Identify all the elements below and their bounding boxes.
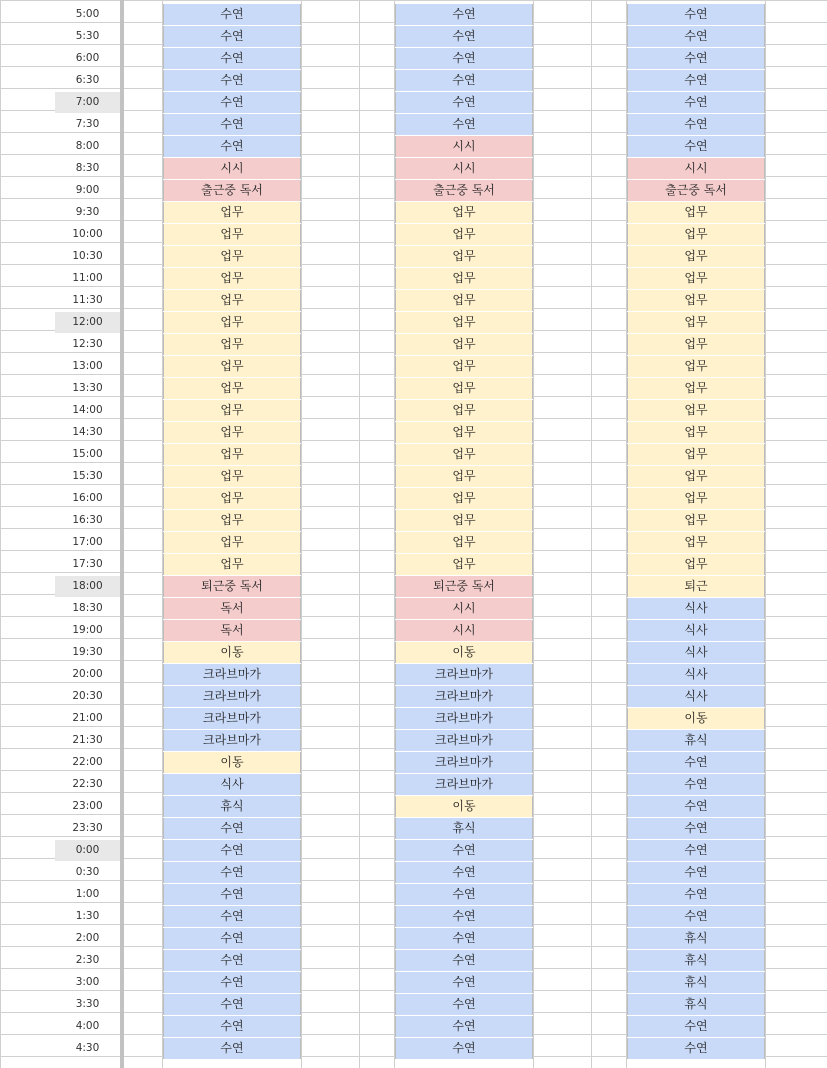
activity-cell[interactable]: 크라브마가 (395, 774, 533, 795)
activity-cell[interactable]: 수연 (395, 972, 533, 993)
activity-cell[interactable]: 업무 (627, 378, 765, 399)
activity-cell[interactable]: 수연 (163, 906, 301, 927)
activity-cell[interactable]: 수연 (395, 4, 533, 25)
activity-cell[interactable]: 이동 (163, 642, 301, 663)
activity-cell[interactable]: 업무 (395, 532, 533, 553)
time-cell[interactable]: 12:30 (72, 338, 103, 350)
time-cell[interactable]: 21:30 (72, 734, 103, 746)
activity-cell[interactable]: 수연 (627, 48, 765, 69)
activity-cell[interactable]: 수연 (163, 928, 301, 949)
activity-cell[interactable]: 크라브마가 (163, 664, 301, 685)
activity-cell[interactable]: 수연 (627, 862, 765, 883)
time-cell[interactable]: 9:00 (75, 184, 100, 196)
time-cell[interactable]: 4:00 (75, 1020, 100, 1032)
time-cell[interactable]: 22:30 (72, 778, 103, 790)
activity-cell[interactable]: 크라브마가 (163, 686, 301, 707)
activity-cell[interactable]: 출근중 독서 (163, 180, 301, 201)
activity-cell[interactable]: 수연 (395, 92, 533, 113)
activity-cell[interactable]: 수연 (627, 818, 765, 839)
activity-cell[interactable]: 업무 (163, 488, 301, 509)
activity-cell[interactable]: 수연 (163, 884, 301, 905)
activity-cell[interactable]: 수연 (627, 136, 765, 157)
activity-cell[interactable]: 식사 (627, 642, 765, 663)
time-cell[interactable]: 1:00 (75, 888, 100, 900)
activity-cell[interactable]: 수연 (163, 48, 301, 69)
activity-cell[interactable]: 업무 (627, 312, 765, 333)
activity-cell[interactable]: 업무 (163, 510, 301, 531)
activity-cell[interactable]: 수연 (395, 1038, 533, 1059)
activity-cell[interactable]: 이동 (395, 796, 533, 817)
time-cell[interactable]: 19:30 (72, 646, 103, 658)
activity-cell[interactable]: 업무 (395, 554, 533, 575)
activity-cell[interactable]: 업무 (395, 202, 533, 223)
activity-cell[interactable]: 업무 (163, 334, 301, 355)
activity-cell[interactable]: 업무 (627, 466, 765, 487)
activity-cell[interactable]: 휴식 (627, 972, 765, 993)
activity-cell[interactable]: 수연 (395, 928, 533, 949)
time-cell[interactable]: 6:30 (75, 74, 100, 86)
activity-cell[interactable]: 업무 (163, 554, 301, 575)
activity-cell[interactable]: 크라브마가 (395, 686, 533, 707)
activity-cell[interactable]: 업무 (627, 554, 765, 575)
time-cell[interactable]: 4:30 (75, 1042, 100, 1054)
activity-cell[interactable]: 식사 (627, 620, 765, 641)
activity-cell[interactable]: 시시 (395, 158, 533, 179)
time-cell[interactable]: 20:30 (72, 690, 103, 702)
activity-cell[interactable]: 수연 (163, 818, 301, 839)
time-cell[interactable]: 17:30 (72, 558, 103, 570)
time-cell[interactable]: 13:30 (72, 382, 103, 394)
activity-cell[interactable]: 수연 (163, 1016, 301, 1037)
activity-cell[interactable]: 업무 (395, 510, 533, 531)
activity-cell[interactable]: 업무 (395, 422, 533, 443)
activity-cell[interactable]: 업무 (163, 532, 301, 553)
activity-cell[interactable]: 업무 (627, 224, 765, 245)
activity-cell[interactable]: 수연 (395, 70, 533, 91)
time-cell[interactable]: 22:00 (72, 756, 103, 768)
activity-cell[interactable]: 수연 (395, 950, 533, 971)
time-cell[interactable]: 2:30 (75, 954, 100, 966)
activity-cell[interactable]: 크라브마가 (395, 730, 533, 751)
activity-cell[interactable]: 시시 (395, 136, 533, 157)
activity-cell[interactable]: 업무 (163, 400, 301, 421)
activity-cell[interactable]: 수연 (627, 840, 765, 861)
time-cell[interactable]: 11:30 (72, 294, 103, 306)
time-cell[interactable]: 0:00 (55, 840, 120, 861)
time-cell[interactable]: 3:30 (75, 998, 100, 1010)
activity-cell[interactable]: 업무 (395, 246, 533, 267)
activity-cell[interactable]: 업무 (163, 356, 301, 377)
time-cell[interactable]: 18:30 (72, 602, 103, 614)
activity-cell[interactable]: 크라브마가 (163, 708, 301, 729)
activity-cell[interactable]: 식사 (163, 774, 301, 795)
activity-cell[interactable]: 업무 (627, 290, 765, 311)
activity-cell[interactable]: 업무 (395, 268, 533, 289)
time-cell[interactable]: 15:00 (72, 448, 103, 460)
time-cell[interactable]: 23:30 (72, 822, 103, 834)
activity-cell[interactable]: 이동 (395, 642, 533, 663)
activity-cell[interactable]: 독서 (163, 620, 301, 641)
time-cell[interactable]: 7:00 (55, 92, 120, 113)
time-cell[interactable]: 3:00 (75, 976, 100, 988)
activity-cell[interactable]: 수연 (163, 26, 301, 47)
time-cell[interactable]: 5:30 (75, 30, 100, 42)
activity-cell[interactable]: 업무 (627, 202, 765, 223)
activity-cell[interactable]: 퇴근중 독서 (395, 576, 533, 597)
activity-cell[interactable]: 퇴근중 독서 (163, 576, 301, 597)
activity-cell[interactable]: 업무 (395, 356, 533, 377)
activity-cell[interactable]: 업무 (395, 466, 533, 487)
activity-cell[interactable]: 수연 (395, 26, 533, 47)
time-cell[interactable]: 1:30 (75, 910, 100, 922)
activity-cell[interactable]: 출근중 독서 (627, 180, 765, 201)
activity-cell[interactable]: 크라브마가 (395, 664, 533, 685)
activity-cell[interactable]: 수연 (163, 70, 301, 91)
time-cell[interactable]: 5:00 (75, 8, 100, 20)
activity-cell[interactable]: 업무 (627, 510, 765, 531)
activity-cell[interactable]: 이동 (163, 752, 301, 773)
activity-cell[interactable]: 수연 (395, 884, 533, 905)
time-cell[interactable]: 21:00 (72, 712, 103, 724)
activity-cell[interactable]: 수연 (627, 774, 765, 795)
activity-cell[interactable]: 수연 (163, 840, 301, 861)
time-cell[interactable]: 16:30 (72, 514, 103, 526)
activity-cell[interactable]: 출근중 독서 (395, 180, 533, 201)
activity-cell[interactable]: 수연 (163, 950, 301, 971)
activity-cell[interactable]: 업무 (627, 400, 765, 421)
activity-cell[interactable]: 업무 (395, 400, 533, 421)
column-divider (591, 0, 592, 1068)
activity-cell[interactable]: 업무 (627, 268, 765, 289)
column-divider (765, 0, 766, 1068)
activity-cell[interactable]: 수연 (163, 4, 301, 25)
activity-cell[interactable]: 독서 (163, 598, 301, 619)
activity-cell[interactable]: 식사 (627, 598, 765, 619)
column-divider (0, 0, 1, 1068)
column-divider (301, 0, 302, 1068)
activity-cell[interactable]: 업무 (163, 378, 301, 399)
activity-cell[interactable]: 수연 (627, 1016, 765, 1037)
time-cell[interactable]: 14:30 (72, 426, 103, 438)
activity-cell[interactable]: 크라브마가 (395, 752, 533, 773)
time-cell[interactable]: 17:00 (72, 536, 103, 548)
activity-cell[interactable]: 휴식 (627, 994, 765, 1015)
time-cell[interactable]: 10:30 (72, 250, 103, 262)
time-cell[interactable]: 11:00 (72, 272, 103, 284)
activity-cell[interactable]: 수연 (395, 840, 533, 861)
time-cell[interactable]: 19:00 (72, 624, 103, 636)
frozen-column-divider[interactable] (120, 0, 124, 1068)
activity-cell[interactable]: 수연 (395, 48, 533, 69)
activity-cell[interactable]: 업무 (395, 312, 533, 333)
activity-cell[interactable]: 휴식 (163, 796, 301, 817)
activity-cell[interactable]: 업무 (395, 488, 533, 509)
activity-cell[interactable]: 업무 (163, 312, 301, 333)
time-cell[interactable]: 15:30 (72, 470, 103, 482)
activity-cell[interactable]: 수연 (163, 92, 301, 113)
activity-cell[interactable]: 업무 (627, 488, 765, 509)
activity-cell[interactable]: 업무 (163, 290, 301, 311)
time-cell[interactable]: 23:00 (72, 800, 103, 812)
activity-cell[interactable]: 크라브마가 (395, 708, 533, 729)
activity-cell[interactable]: 시시 (395, 598, 533, 619)
activity-cell[interactable]: 수연 (627, 92, 765, 113)
activity-cell[interactable]: 수연 (627, 114, 765, 135)
activity-cell[interactable]: 휴식 (627, 950, 765, 971)
activity-cell[interactable]: 크라브마가 (163, 730, 301, 751)
time-cell[interactable]: 8:30 (75, 162, 100, 174)
time-cell[interactable]: 14:00 (72, 404, 103, 416)
activity-cell[interactable]: 시시 (163, 158, 301, 179)
activity-cell[interactable]: 업무 (627, 422, 765, 443)
activity-cell[interactable]: 수연 (395, 906, 533, 927)
activity-cell[interactable]: 수연 (163, 862, 301, 883)
activity-cell[interactable]: 수연 (163, 136, 301, 157)
activity-cell[interactable]: 휴식 (627, 928, 765, 949)
activity-cell[interactable]: 수연 (627, 1038, 765, 1059)
activity-cell[interactable]: 시시 (395, 620, 533, 641)
column-divider (533, 0, 534, 1068)
activity-cell[interactable]: 업무 (163, 422, 301, 443)
activity-cell[interactable]: 업무 (163, 202, 301, 223)
time-cell[interactable]: 16:00 (72, 492, 103, 504)
activity-cell[interactable]: 업무 (163, 268, 301, 289)
time-cell[interactable]: 0:30 (75, 866, 100, 878)
activity-cell[interactable]: 업무 (395, 444, 533, 465)
activity-cell[interactable]: 업무 (163, 466, 301, 487)
activity-cell[interactable]: 업무 (627, 444, 765, 465)
activity-cell[interactable]: 수연 (627, 70, 765, 91)
time-cell[interactable]: 20:00 (72, 668, 103, 680)
time-cell[interactable]: 18:00 (55, 576, 120, 597)
time-cell[interactable]: 10:00 (72, 228, 103, 240)
activity-cell[interactable]: 수연 (395, 114, 533, 135)
activity-cell[interactable]: 수연 (163, 972, 301, 993)
time-cell[interactable]: 12:00 (55, 312, 120, 333)
activity-cell[interactable]: 수연 (395, 994, 533, 1015)
activity-cell[interactable]: 업무 (395, 378, 533, 399)
activity-cell[interactable]: 업무 (627, 334, 765, 355)
activity-cell[interactable]: 휴식 (395, 818, 533, 839)
time-cell[interactable]: 2:00 (75, 932, 100, 944)
activity-cell[interactable]: 업무 (395, 224, 533, 245)
activity-cell[interactable]: 이동 (627, 708, 765, 729)
activity-cell[interactable]: 업무 (395, 334, 533, 355)
activity-cell[interactable]: 업무 (163, 246, 301, 267)
activity-cell[interactable]: 수연 (627, 4, 765, 25)
time-cell[interactable]: 13:00 (72, 360, 103, 372)
activity-cell[interactable]: 수연 (163, 1038, 301, 1059)
activity-cell[interactable]: 수연 (627, 884, 765, 905)
activity-cell[interactable]: 수연 (395, 862, 533, 883)
time-cell[interactable]: 6:00 (75, 52, 100, 64)
activity-cell[interactable]: 수연 (163, 114, 301, 135)
activity-cell[interactable]: 업무 (627, 532, 765, 553)
time-cell[interactable]: 7:30 (75, 118, 100, 130)
activity-cell[interactable]: 시시 (627, 158, 765, 179)
column-divider (359, 0, 360, 1068)
activity-cell[interactable]: 수연 (627, 796, 765, 817)
activity-cell[interactable]: 업무 (395, 290, 533, 311)
activity-cell[interactable]: 수연 (627, 752, 765, 773)
time-cell[interactable]: 9:30 (75, 206, 100, 218)
activity-cell[interactable]: 업무 (163, 444, 301, 465)
activity-cell[interactable]: 업무 (627, 246, 765, 267)
activity-cell[interactable]: 수연 (627, 906, 765, 927)
activity-cell[interactable]: 수연 (627, 26, 765, 47)
activity-cell[interactable]: 식사 (627, 664, 765, 685)
activity-cell[interactable]: 수연 (163, 994, 301, 1015)
time-cell[interactable]: 8:00 (75, 140, 100, 152)
activity-cell[interactable]: 휴식 (627, 730, 765, 751)
activity-cell[interactable]: 업무 (163, 224, 301, 245)
activity-cell[interactable]: 수연 (395, 1016, 533, 1037)
activity-cell[interactable]: 식사 (627, 686, 765, 707)
activity-cell[interactable]: 업무 (627, 356, 765, 377)
activity-cell[interactable]: 퇴근 (627, 576, 765, 597)
